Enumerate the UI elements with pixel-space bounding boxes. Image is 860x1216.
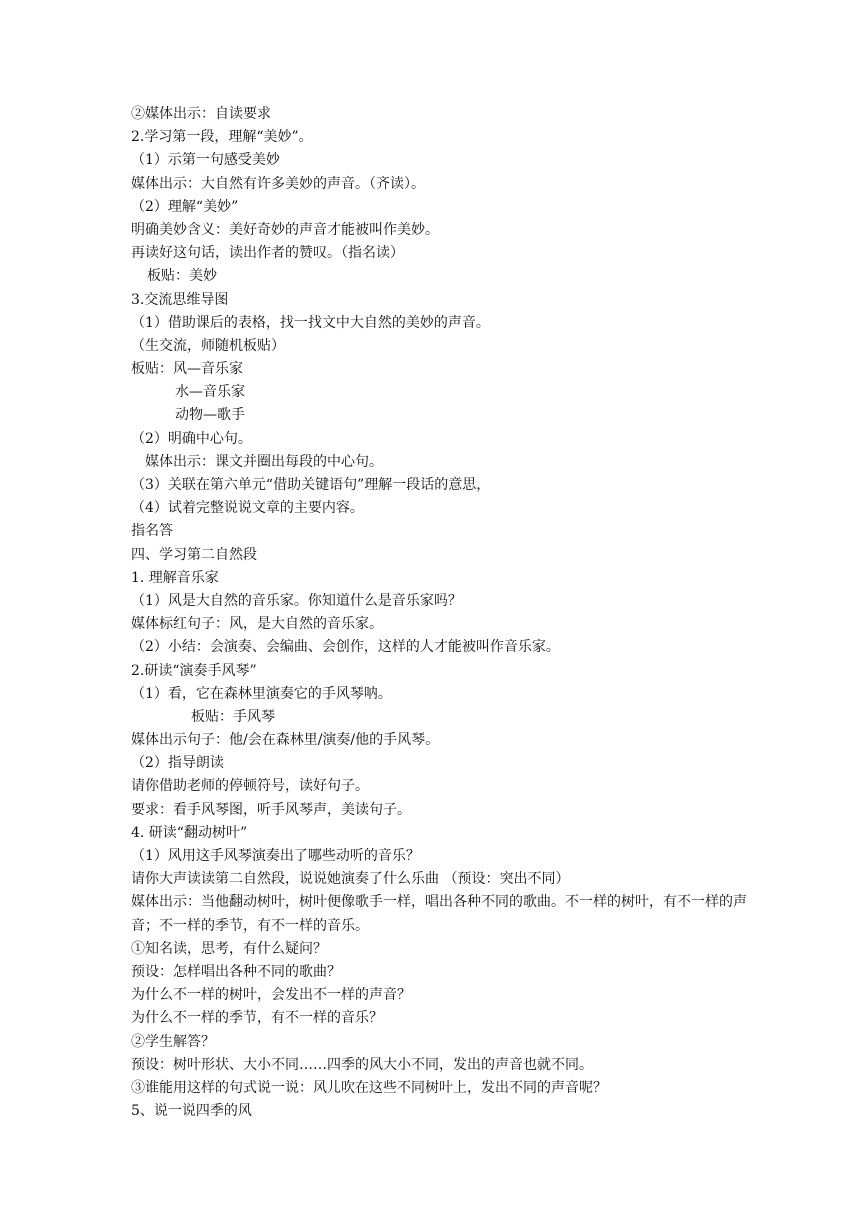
text-line: （1）借助课后的表格，找一找文中大自然的美妙的声音。 xyxy=(131,314,490,331)
board-note: 动物—歌手 xyxy=(175,407,245,424)
text-line: 请你大声读读第二自然段，说说她演奏了什么乐曲 （预设：突出不同） xyxy=(131,871,570,888)
section-heading: 2.学习第一段，理解“美妙”。 xyxy=(131,129,313,146)
text-line: （2）明确中心句。 xyxy=(131,430,252,447)
board-note: 板贴：美妙 xyxy=(147,268,217,285)
text-line: 再读好这句话，读出作者的赞叹。（指名读） xyxy=(131,245,404,262)
text-line: （2）指导朗读 xyxy=(131,755,224,772)
text-line: ②学生解答？ xyxy=(131,1033,215,1050)
document-body xyxy=(131,103,751,1123)
text-line: 媒体出示：大自然有许多美妙的声音。（齐读）。 xyxy=(131,175,425,192)
text-line: （2）理解“美妙” xyxy=(131,198,239,215)
text-line: （1）风用这手风琴演奏出了哪些动听的音乐？ xyxy=(131,848,420,864)
text-line: （生交流，师随机板贴） xyxy=(131,337,285,354)
section-heading: 3.交流思维导图 xyxy=(131,291,229,308)
text-line: 为什么不一样的季节，有不一样的音乐？ xyxy=(131,1010,383,1027)
section-heading: 5、说一说四季的风 xyxy=(131,1103,252,1120)
text-line: ①知名读，思考，有什么疑问？ xyxy=(131,940,327,957)
board-note: 水—音乐家 xyxy=(175,384,245,401)
text-line: ②媒体出示：自读要求 xyxy=(131,106,271,122)
text-line: （2）小结：会演奏、会编曲、会创作，这样的人才能被叫作音乐家。 xyxy=(131,639,560,656)
text-line: 预设：怎样唱出各种不同的歌曲？ xyxy=(131,963,341,980)
text-line: 明确美妙含义：美好奇妙的声音才能被叫作美妙。 xyxy=(131,221,439,238)
board-note: 板贴：风—音乐家 xyxy=(131,361,243,378)
text-line: 预设：树叶形状、大小不同……四季的风大小不同，发出的声音也就不同。 xyxy=(131,1056,593,1073)
text-line: （1）看，它在森林里演奏它的手风琴呐。 xyxy=(131,685,392,702)
text-line: 媒体出示：课文并圈出每段的中心句。 xyxy=(145,453,383,470)
text-line: 要求：看手风琴图，听手风琴声，美读句子。 xyxy=(131,801,411,818)
board-note: 板贴：手风琴 xyxy=(191,708,275,725)
text-line: （4）试着完整说说文章的主要内容。 xyxy=(131,500,364,517)
text-line: 媒体标红句子：风，是大自然的音乐家。 xyxy=(131,616,383,633)
text-line: （3）关联在第六单元“借助关键语句”理解一段话的意思， xyxy=(131,477,491,493)
text-line: 指名答 xyxy=(131,523,173,540)
text-line: ③谁能用这样的句式说一说：风儿吹在这些不同树叶上，发出不同的声音呢？ xyxy=(131,1079,607,1096)
text-line: 媒体出示句子：他/会在森林里/演奏/他的手风琴。 xyxy=(131,732,440,749)
text-line: （1）风是大自然的音乐家。你知道什么是音乐家吗？ xyxy=(131,592,462,609)
text-paragraph: 媒体出示：当他翻动树叶，树叶便像歌手一样，唱出各种不同的歌曲。不一样的树叶，有不一样的声音；不一样的季节，有不一样的音乐。 xyxy=(131,894,747,934)
text-line: 为什么不一样的树叶，会发出不一样的声音？ xyxy=(131,987,411,1004)
section-heading: 1. 理解音乐家 xyxy=(131,569,219,586)
text-line: （1）示第一句感受美妙 xyxy=(131,152,280,169)
text-line: 请你借助老师的停顿符号，读好句子。 xyxy=(131,778,369,795)
section-heading: 2.研读“演奏手风琴” xyxy=(131,662,257,679)
section-heading: 四、学习第二自然段 xyxy=(131,546,257,563)
section-heading: 4. 研读“翻动树叶” xyxy=(131,824,248,841)
